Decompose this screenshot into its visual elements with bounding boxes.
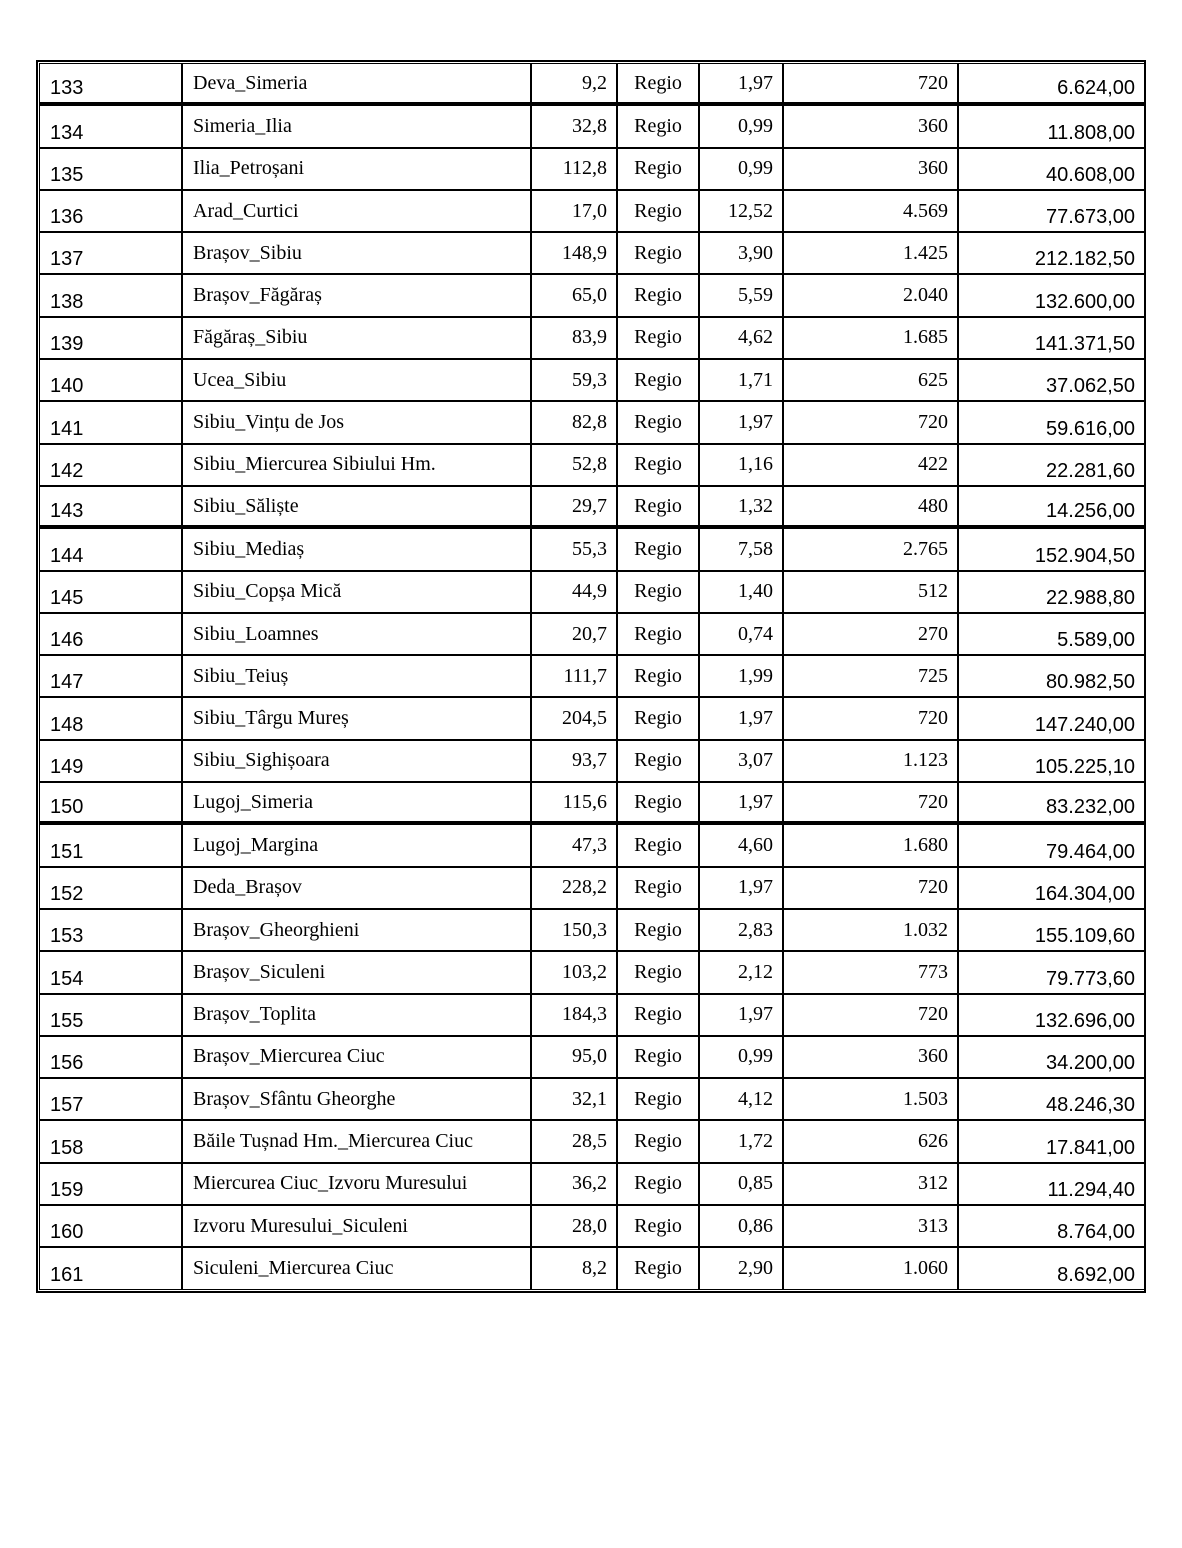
row-number-cell: 142 xyxy=(39,444,182,486)
train-count-cell: 720 xyxy=(783,867,958,909)
table-row xyxy=(39,994,1145,1036)
train-type-cell: Regio xyxy=(617,444,699,486)
train-type-cell: Regio xyxy=(617,1205,699,1247)
rate-value-cell: 4,12 xyxy=(699,1078,783,1120)
route-name-cell: Brașov_Sibiu xyxy=(182,232,531,274)
distance-km-cell: 115,6 xyxy=(531,782,617,824)
rate-value-cell: 1,97 xyxy=(699,401,783,443)
train-type-cell: Regio xyxy=(617,951,699,993)
rate-value-cell: 0,85 xyxy=(699,1163,783,1205)
train-count-cell: 480 xyxy=(783,486,958,528)
distance-km-cell: 17,0 xyxy=(531,190,617,232)
train-type-cell: Regio xyxy=(617,528,699,570)
rate-value-cell: 1,40 xyxy=(699,571,783,613)
table-row xyxy=(39,401,1145,443)
train-count-cell: 720 xyxy=(783,63,958,105)
route-name-cell: Siculeni_Miercurea Ciuc xyxy=(182,1247,531,1289)
route-name-cell: Băile Tușnad Hm._Miercurea Ciuc xyxy=(182,1120,531,1162)
route-name-cell: Deva_Simeria xyxy=(182,63,531,105)
table-row xyxy=(39,655,1145,697)
total-value-cell: 48.246,30 xyxy=(958,1078,1145,1120)
total-value-cell: 11.808,00 xyxy=(958,105,1145,147)
train-count-cell: 313 xyxy=(783,1205,958,1247)
row-number-cell: 141 xyxy=(39,401,182,443)
rate-value-cell: 1,72 xyxy=(699,1120,783,1162)
distance-km-cell: 44,9 xyxy=(531,571,617,613)
row-number-cell: 139 xyxy=(39,317,182,359)
total-value-cell: 34.200,00 xyxy=(958,1036,1145,1078)
row-number-cell: 155 xyxy=(39,994,182,1036)
train-count-cell: 720 xyxy=(783,697,958,739)
route-name-cell: Sibiu_Loamnes xyxy=(182,613,531,655)
distance-km-cell: 148,9 xyxy=(531,232,617,274)
row-number-cell: 143 xyxy=(39,486,182,528)
total-value-cell: 59.616,00 xyxy=(958,401,1145,443)
distance-km-cell: 150,3 xyxy=(531,909,617,951)
row-number-cell: 138 xyxy=(39,274,182,316)
rate-value-cell: 0,99 xyxy=(699,105,783,147)
route-name-cell: Brașov_Gheorghieni xyxy=(182,909,531,951)
train-count-cell: 1.123 xyxy=(783,740,958,782)
table-row xyxy=(39,105,1145,147)
row-number-cell: 144 xyxy=(39,528,182,570)
rate-value-cell: 1,71 xyxy=(699,359,783,401)
route-name-cell: Arad_Curtici xyxy=(182,190,531,232)
total-value-cell: 132.600,00 xyxy=(958,274,1145,316)
train-type-cell: Regio xyxy=(617,613,699,655)
total-value-cell: 77.673,00 xyxy=(958,190,1145,232)
distance-km-cell: 65,0 xyxy=(531,274,617,316)
table-row xyxy=(39,148,1145,190)
table-row xyxy=(39,359,1145,401)
table-row xyxy=(39,274,1145,316)
train-type-cell: Regio xyxy=(617,1078,699,1120)
total-value-cell: 105.225,10 xyxy=(958,740,1145,782)
total-value-cell: 40.608,00 xyxy=(958,148,1145,190)
table-row xyxy=(39,951,1145,993)
train-count-cell: 360 xyxy=(783,148,958,190)
train-type-cell: Regio xyxy=(617,317,699,359)
table-row xyxy=(39,486,1145,528)
route-name-cell: Lugoj_Simeria xyxy=(182,782,531,824)
rate-value-cell: 1,97 xyxy=(699,63,783,105)
route-name-cell: Brașov_Siculeni xyxy=(182,951,531,993)
table-row xyxy=(39,697,1145,739)
total-value-cell: 83.232,00 xyxy=(958,782,1145,824)
train-count-cell: 1.425 xyxy=(783,232,958,274)
total-value-cell: 79.773,60 xyxy=(958,951,1145,993)
rate-value-cell: 1,16 xyxy=(699,444,783,486)
distance-km-cell: 184,3 xyxy=(531,994,617,1036)
table-row xyxy=(39,909,1145,951)
distance-km-cell: 59,3 xyxy=(531,359,617,401)
distance-km-cell: 93,7 xyxy=(531,740,617,782)
table-row xyxy=(39,1163,1145,1205)
distance-km-cell: 111,7 xyxy=(531,655,617,697)
row-number-cell: 140 xyxy=(39,359,182,401)
train-count-cell: 422 xyxy=(783,444,958,486)
route-name-cell: Făgăraș_Sibiu xyxy=(182,317,531,359)
table-row xyxy=(39,528,1145,570)
train-count-cell: 720 xyxy=(783,401,958,443)
route-name-cell: Sibiu_Târgu Mureș xyxy=(182,697,531,739)
table-row xyxy=(39,613,1145,655)
route-name-cell: Simeria_Ilia xyxy=(182,105,531,147)
train-type-cell: Regio xyxy=(617,697,699,739)
rate-value-cell: 0,74 xyxy=(699,613,783,655)
row-number-cell: 157 xyxy=(39,1078,182,1120)
rate-value-cell: 4,62 xyxy=(699,317,783,359)
train-type-cell: Regio xyxy=(617,994,699,1036)
route-name-cell: Ilia_Petroșani xyxy=(182,148,531,190)
table-row xyxy=(39,571,1145,613)
total-value-cell: 8.692,00 xyxy=(958,1247,1145,1289)
train-type-cell: Regio xyxy=(617,359,699,401)
train-type-cell: Regio xyxy=(617,740,699,782)
row-number-cell: 153 xyxy=(39,909,182,951)
distance-km-cell: 55,3 xyxy=(531,528,617,570)
route-name-cell: Brașov_Sfântu Gheorghe xyxy=(182,1078,531,1120)
row-number-cell: 134 xyxy=(39,105,182,147)
train-type-cell: Regio xyxy=(617,1163,699,1205)
total-value-cell: 5.589,00 xyxy=(958,613,1145,655)
row-number-cell: 136 xyxy=(39,190,182,232)
distance-km-cell: 36,2 xyxy=(531,1163,617,1205)
table-row xyxy=(39,1078,1145,1120)
total-value-cell: 212.182,50 xyxy=(958,232,1145,274)
total-value-cell: 132.696,00 xyxy=(958,994,1145,1036)
train-type-cell: Regio xyxy=(617,782,699,824)
distance-km-cell: 204,5 xyxy=(531,697,617,739)
train-count-cell: 725 xyxy=(783,655,958,697)
route-name-cell: Sibiu_Teiuș xyxy=(182,655,531,697)
train-count-cell: 1.685 xyxy=(783,317,958,359)
route-name-cell: Sibiu_Sighișoara xyxy=(182,740,531,782)
rate-value-cell: 3,07 xyxy=(699,740,783,782)
train-count-cell: 2.040 xyxy=(783,274,958,316)
rate-value-cell: 2,83 xyxy=(699,909,783,951)
train-type-cell: Regio xyxy=(617,274,699,316)
distance-km-cell: 28,5 xyxy=(531,1120,617,1162)
train-type-cell: Regio xyxy=(617,63,699,105)
route-table-container xyxy=(36,60,1146,1293)
route-name-cell: Lugoj_Margina xyxy=(182,824,531,866)
train-count-cell: 1.680 xyxy=(783,824,958,866)
train-count-cell: 312 xyxy=(783,1163,958,1205)
table-row xyxy=(39,1247,1145,1289)
rate-value-cell: 4,60 xyxy=(699,824,783,866)
route-name-cell: Sibiu_Vințu de Jos xyxy=(182,401,531,443)
rate-value-cell: 3,90 xyxy=(699,232,783,274)
rate-value-cell: 1,97 xyxy=(699,697,783,739)
table-row xyxy=(39,1205,1145,1247)
train-type-cell: Regio xyxy=(617,105,699,147)
table-row xyxy=(39,867,1145,909)
row-number-cell: 159 xyxy=(39,1163,182,1205)
train-count-cell: 4.569 xyxy=(783,190,958,232)
train-type-cell: Regio xyxy=(617,909,699,951)
rate-value-cell: 5,59 xyxy=(699,274,783,316)
total-value-cell: 147.240,00 xyxy=(958,697,1145,739)
train-type-cell: Regio xyxy=(617,401,699,443)
train-count-cell: 360 xyxy=(783,105,958,147)
total-value-cell: 141.371,50 xyxy=(958,317,1145,359)
total-value-cell: 22.281,60 xyxy=(958,444,1145,486)
route-table xyxy=(39,63,1145,1290)
rate-value-cell: 1,32 xyxy=(699,486,783,528)
table-row xyxy=(39,1036,1145,1078)
row-number-cell: 150 xyxy=(39,782,182,824)
table-row xyxy=(39,824,1145,866)
train-count-cell: 625 xyxy=(783,359,958,401)
total-value-cell: 17.841,00 xyxy=(958,1120,1145,1162)
table-row xyxy=(39,63,1145,105)
row-number-cell: 151 xyxy=(39,824,182,866)
train-count-cell: 720 xyxy=(783,782,958,824)
total-value-cell: 164.304,00 xyxy=(958,867,1145,909)
route-name-cell: Brașov_Făgăraș xyxy=(182,274,531,316)
rate-value-cell: 2,90 xyxy=(699,1247,783,1289)
table-row xyxy=(39,190,1145,232)
total-value-cell: 37.062,50 xyxy=(958,359,1145,401)
train-count-cell: 1.503 xyxy=(783,1078,958,1120)
table-row xyxy=(39,317,1145,359)
table-row xyxy=(39,740,1145,782)
rate-value-cell: 2,12 xyxy=(699,951,783,993)
train-type-cell: Regio xyxy=(617,824,699,866)
distance-km-cell: 29,7 xyxy=(531,486,617,528)
train-count-cell: 270 xyxy=(783,613,958,655)
distance-km-cell: 47,3 xyxy=(531,824,617,866)
table-row xyxy=(39,444,1145,486)
rate-value-cell: 1,97 xyxy=(699,867,783,909)
train-type-cell: Regio xyxy=(617,190,699,232)
row-number-cell: 160 xyxy=(39,1205,182,1247)
train-count-cell: 512 xyxy=(783,571,958,613)
rate-value-cell: 12,52 xyxy=(699,190,783,232)
train-count-cell: 360 xyxy=(783,1036,958,1078)
route-name-cell: Ucea_Sibiu xyxy=(182,359,531,401)
rate-value-cell: 7,58 xyxy=(699,528,783,570)
total-value-cell: 11.294,40 xyxy=(958,1163,1145,1205)
rate-value-cell: 0,99 xyxy=(699,1036,783,1078)
row-number-cell: 146 xyxy=(39,613,182,655)
route-name-cell: Sibiu_Copșa Mică xyxy=(182,571,531,613)
total-value-cell: 14.256,00 xyxy=(958,486,1145,528)
row-number-cell: 148 xyxy=(39,697,182,739)
row-number-cell: 149 xyxy=(39,740,182,782)
table-row xyxy=(39,232,1145,274)
train-type-cell: Regio xyxy=(617,571,699,613)
table-row xyxy=(39,1120,1145,1162)
route-name-cell: Brașov_Toplita xyxy=(182,994,531,1036)
distance-km-cell: 112,8 xyxy=(531,148,617,190)
distance-km-cell: 20,7 xyxy=(531,613,617,655)
row-number-cell: 135 xyxy=(39,148,182,190)
total-value-cell: 152.904,50 xyxy=(958,528,1145,570)
train-type-cell: Regio xyxy=(617,1120,699,1162)
rate-value-cell: 1,97 xyxy=(699,782,783,824)
row-number-cell: 154 xyxy=(39,951,182,993)
row-number-cell: 133 xyxy=(39,63,182,105)
distance-km-cell: 8,2 xyxy=(531,1247,617,1289)
row-number-cell: 145 xyxy=(39,571,182,613)
distance-km-cell: 82,8 xyxy=(531,401,617,443)
train-count-cell: 1.032 xyxy=(783,909,958,951)
row-number-cell: 147 xyxy=(39,655,182,697)
distance-km-cell: 28,0 xyxy=(531,1205,617,1247)
total-value-cell: 22.988,80 xyxy=(958,571,1145,613)
train-type-cell: Regio xyxy=(617,1036,699,1078)
distance-km-cell: 9,2 xyxy=(531,63,617,105)
route-name-cell: Izvoru Muresului_Siculeni xyxy=(182,1205,531,1247)
train-count-cell: 773 xyxy=(783,951,958,993)
distance-km-cell: 32,8 xyxy=(531,105,617,147)
route-name-cell: Miercurea Ciuc_Izvoru Muresului xyxy=(182,1163,531,1205)
rate-value-cell: 0,86 xyxy=(699,1205,783,1247)
train-count-cell: 626 xyxy=(783,1120,958,1162)
rate-value-cell: 1,97 xyxy=(699,994,783,1036)
rate-value-cell: 1,99 xyxy=(699,655,783,697)
train-count-cell: 1.060 xyxy=(783,1247,958,1289)
distance-km-cell: 83,9 xyxy=(531,317,617,359)
total-value-cell: 79.464,00 xyxy=(958,824,1145,866)
train-type-cell: Regio xyxy=(617,1247,699,1289)
total-value-cell: 6.624,00 xyxy=(958,63,1145,105)
distance-km-cell: 95,0 xyxy=(531,1036,617,1078)
train-type-cell: Regio xyxy=(617,486,699,528)
distance-km-cell: 52,8 xyxy=(531,444,617,486)
distance-km-cell: 103,2 xyxy=(531,951,617,993)
train-count-cell: 2.765 xyxy=(783,528,958,570)
train-count-cell: 720 xyxy=(783,994,958,1036)
distance-km-cell: 228,2 xyxy=(531,867,617,909)
total-value-cell: 80.982,50 xyxy=(958,655,1145,697)
rate-value-cell: 0,99 xyxy=(699,148,783,190)
route-name-cell: Sibiu_Miercurea Sibiului Hm. xyxy=(182,444,531,486)
row-number-cell: 161 xyxy=(39,1247,182,1289)
total-value-cell: 155.109,60 xyxy=(958,909,1145,951)
total-value-cell: 8.764,00 xyxy=(958,1205,1145,1247)
route-name-cell: Sibiu_Săliște xyxy=(182,486,531,528)
table-row xyxy=(39,782,1145,824)
distance-km-cell: 32,1 xyxy=(531,1078,617,1120)
row-number-cell: 152 xyxy=(39,867,182,909)
route-name-cell: Brașov_Miercurea Ciuc xyxy=(182,1036,531,1078)
train-type-cell: Regio xyxy=(617,867,699,909)
train-type-cell: Regio xyxy=(617,148,699,190)
row-number-cell: 158 xyxy=(39,1120,182,1162)
row-number-cell: 137 xyxy=(39,232,182,274)
row-number-cell: 156 xyxy=(39,1036,182,1078)
train-type-cell: Regio xyxy=(617,655,699,697)
route-name-cell: Deda_Brașov xyxy=(182,867,531,909)
train-type-cell: Regio xyxy=(617,232,699,274)
route-name-cell: Sibiu_Mediaș xyxy=(182,528,531,570)
